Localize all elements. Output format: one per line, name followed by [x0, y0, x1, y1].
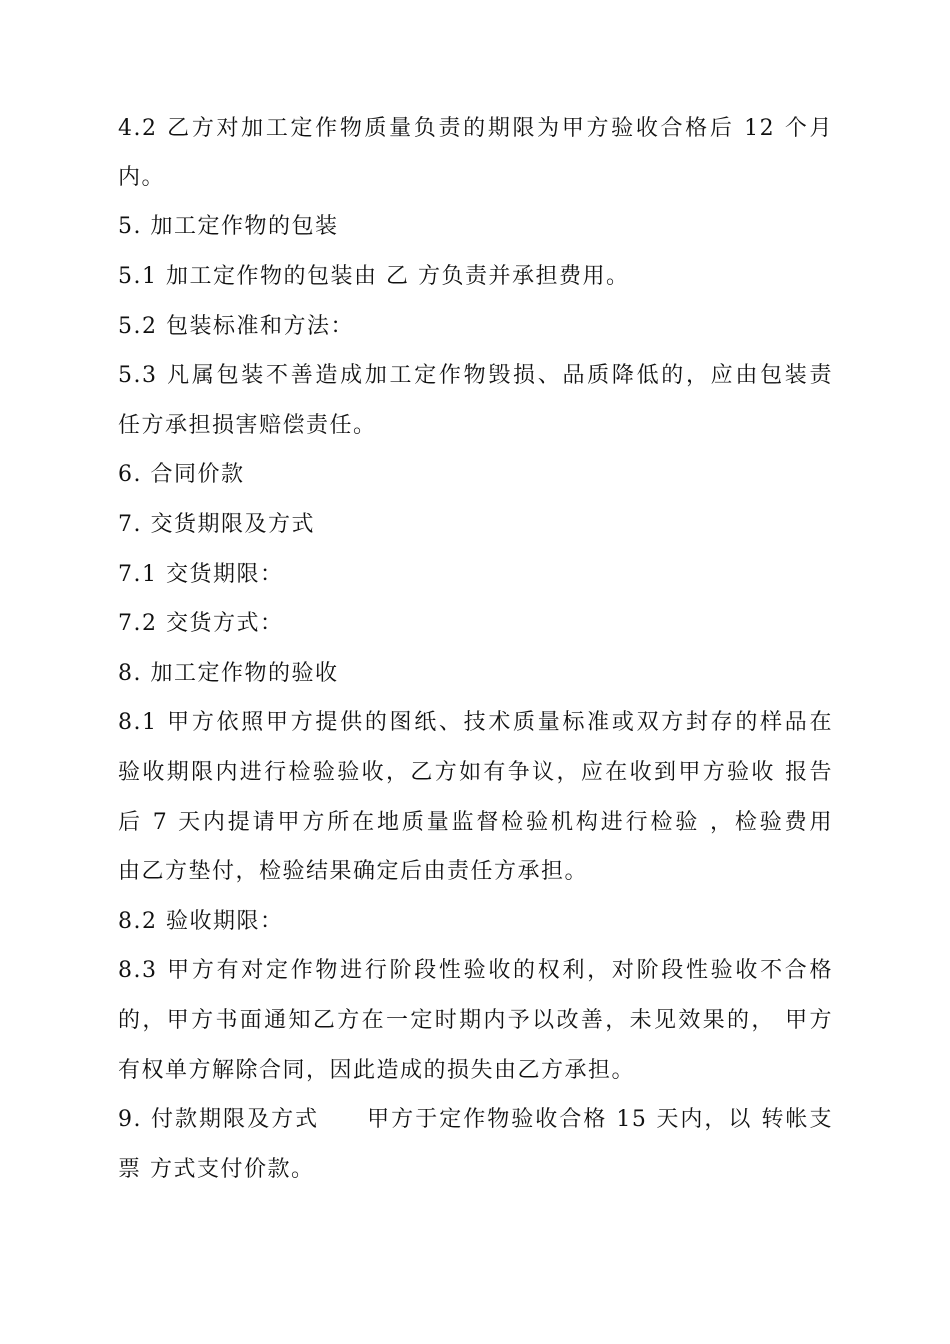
clause-7-1: 7.1 交货期限：	[118, 562, 284, 587]
section-6-heading: 6. 合同价款	[118, 462, 245, 487]
clause-8-1-line-2: 验收期限内进行检验验收，乙方如有争议，应在收到甲方验收 报告	[118, 760, 833, 785]
section-5-heading: 5. 加工定作物的包装	[118, 214, 339, 239]
clause-5-3-line-1: 5.3 凡属包装不善造成加工定作物毁损、品质降低的，应由包装责	[118, 363, 833, 388]
clause-8-1-line-1: 8.1 甲方依照甲方提供的图纸、技术质量标准或双方封存的样品在	[118, 710, 833, 735]
clause-8-3-line-3: 有权单方解除合同，因此造成的损失由乙方承担。	[118, 1058, 636, 1083]
section-9-line-1: 9. 付款期限及方式 甲方于定作物验收合格 15 天内，以 转帐支	[118, 1107, 833, 1132]
clause-4-2-line-2: 内。	[118, 165, 166, 190]
clause-8-3-line-1: 8.3 甲方有对定作物进行阶段性验收的权利，对阶段性验收不合格	[118, 958, 833, 983]
clause-8-2: 8.2 验收期限：	[118, 909, 284, 934]
clause-4-2-line-1: 4.2 乙方对加工定作物质量负责的期限为甲方验收合格后 12 个月	[118, 116, 833, 141]
clause-8-1-line-4: 由乙方垫付，检验结果确定后由责任方承担。	[118, 859, 589, 884]
clause-5-1: 5.1 加工定作物的包装由 乙 方负责并承担费用。	[118, 264, 630, 289]
clause-8-3-line-2: 的，甲方书面通知乙方在一定时期内予以改善，未见效果的， 甲方	[118, 1008, 833, 1033]
clause-5-2: 5.2 包装标准和方法：	[118, 314, 354, 339]
section-8-heading: 8. 加工定作物的验收	[118, 661, 339, 686]
clause-7-2: 7.2 交货方式：	[118, 611, 284, 636]
clause-5-3-line-2: 任方承担损害赔偿责任。	[118, 413, 377, 438]
section-9-line-2: 票 方式支付价款。	[118, 1157, 315, 1182]
section-7-heading: 7. 交货期限及方式	[118, 512, 315, 537]
clause-8-1-line-3: 后 7 天内提请甲方所在地质量监督检验机构进行检验 ，检验费用	[118, 810, 833, 835]
